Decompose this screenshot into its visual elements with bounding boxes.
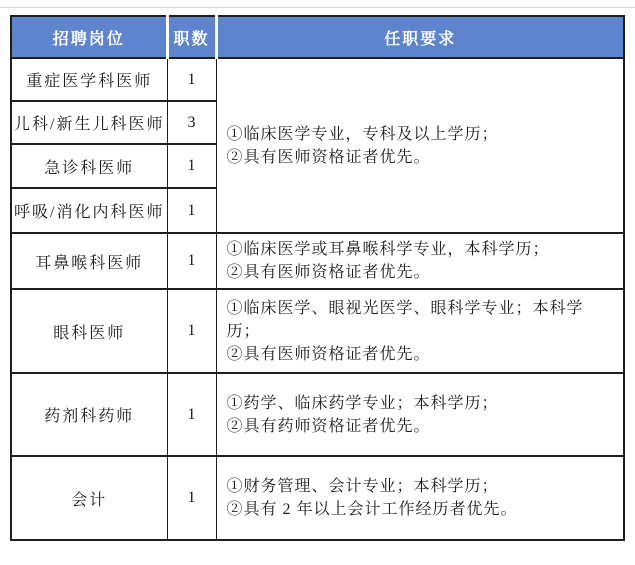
table-row (11, 456, 624, 540)
position-cell: 耳鼻喉科医师 (11, 233, 167, 289)
count-cell: 1 (167, 289, 216, 373)
count-cell: 1 (167, 373, 216, 456)
requirement-line: ①临床医学专业，专科及以上学历； (226, 125, 499, 143)
table-row (11, 233, 624, 289)
count-cell: 1 (167, 233, 216, 289)
requirement-line: ②具有医师资格证者优先。 (226, 264, 431, 281)
header-count: 职数 (167, 16, 216, 58)
position-cell: 急诊科医师 (11, 144, 167, 188)
count-cell: 1 (167, 456, 216, 540)
table-row (11, 289, 624, 373)
position-cell: 儿科/新生儿科医师 (11, 101, 167, 144)
table-header-row (11, 16, 624, 58)
requirement-line: ①药学、临床药学专业；本科学历； (226, 394, 499, 412)
requirement-line: ①临床医学或耳鼻喉科学专业，本科学历； (226, 241, 550, 258)
requirement-line: ①财务管理、会计专业；本科学历； (226, 478, 499, 495)
position-cell: 呼吸/消化内科医师 (11, 188, 167, 233)
count-cell: 1 (167, 188, 216, 233)
requirements-cell (216, 233, 624, 289)
header-requirements: 任职要求 (216, 16, 624, 58)
requirement-line: ②具有医师资格证者优先。 (226, 148, 431, 166)
requirement-line: ②具有 2 年以上会计工作经历者优先。 (226, 501, 518, 518)
position-cell: 药剂科药师 (11, 373, 167, 456)
requirement-line: ②具有医师资格证者优先。 (226, 345, 431, 363)
count-cell: 3 (167, 101, 216, 144)
requirement-line: ①临床医学、眼视光医学、眼科学专业；本科学历； (226, 299, 584, 340)
count-cell: 1 (167, 144, 216, 188)
requirements-cell (216, 456, 624, 540)
requirements-cell (216, 373, 624, 456)
table-row (11, 58, 624, 101)
position-cell: 重症医学科医师 (11, 58, 167, 101)
position-cell: 会计 (11, 456, 167, 540)
count-cell: 1 (167, 58, 216, 101)
requirements-cell (216, 289, 624, 373)
table-row (11, 373, 624, 456)
requirement-line: ②具有药师资格证者优先。 (226, 417, 431, 435)
recruitment-table (10, 15, 625, 541)
header-position: 招聘岗位 (11, 16, 167, 58)
requirements-cell (216, 58, 624, 233)
page-top-divider (0, 7, 635, 8)
position-cell: 眼科医师 (11, 289, 167, 373)
